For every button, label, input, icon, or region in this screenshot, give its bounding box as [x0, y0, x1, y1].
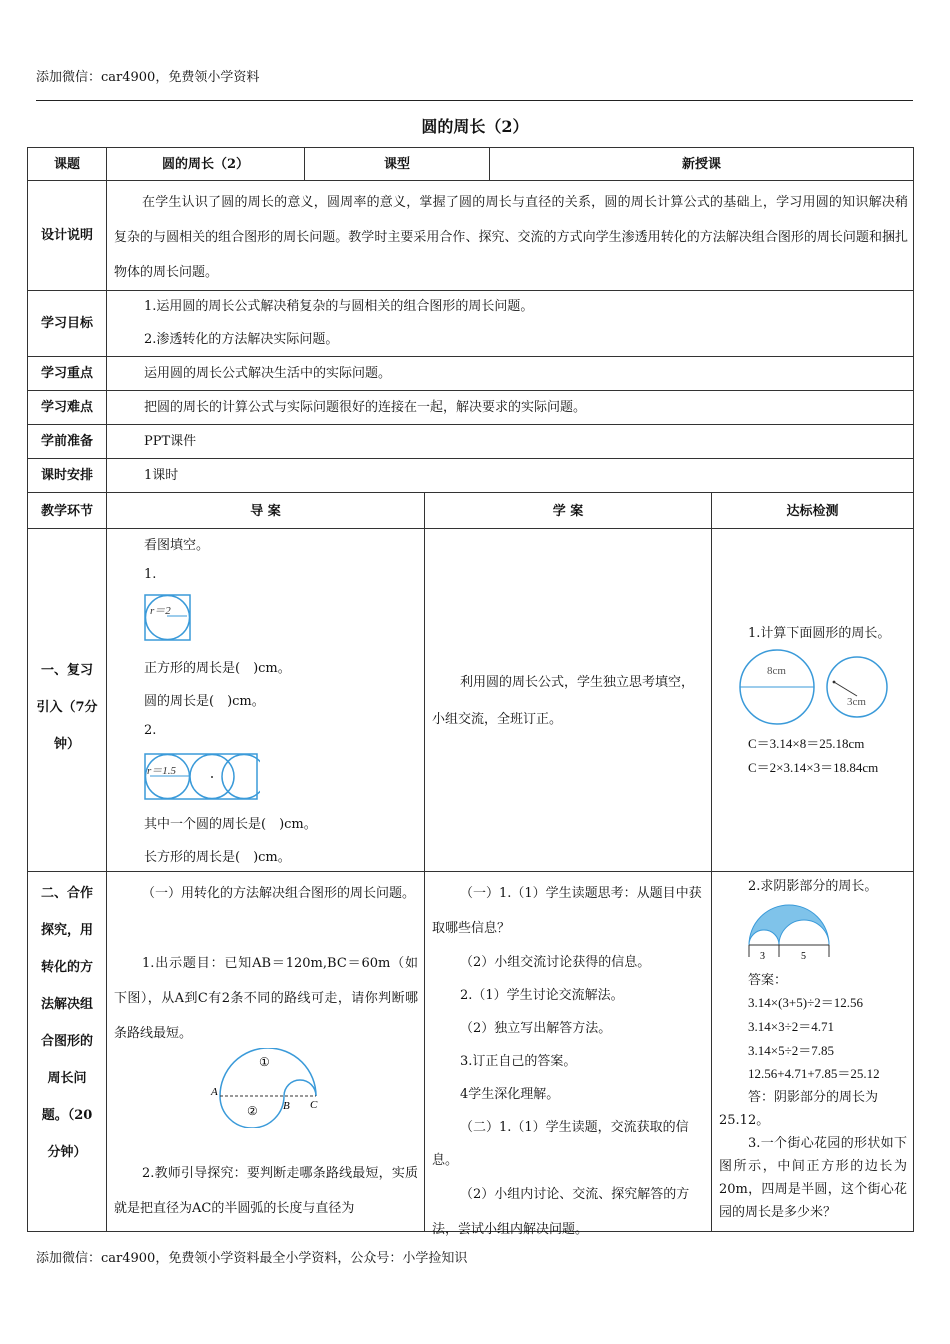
s1-q2a: 其中一个圆的周长是( )cm。 — [144, 817, 317, 832]
time-label: 课时安排 — [40, 468, 93, 483]
design-label: 设计说明 — [40, 228, 93, 243]
route-figure — [200, 1048, 330, 1128]
s2-study-line: （2）小组交流讨论获得的信息。 — [460, 955, 651, 970]
dim-3: 3 — [760, 951, 765, 962]
goal-1: 1.运用圆的周长公式解决稍复杂的与圆相关的组合图形的周长问题。 — [144, 299, 534, 314]
circle-shape — [222, 755, 260, 799]
s1-intro: 看图填空。 — [144, 538, 210, 553]
design-text: 在学生认识了圆的周长的意义，圆周率的意义，掌握了圆的周长与直径的关系，圆的周长计算公式的基础上，学习用圆的知识解决稍复杂的与圆相关的组合图形的周长问题。教学时主要采用合作、探究、交流的方式向学生渗透用转化的方法解决组合图形的周长问题和捆扎物体的周长问题。 — [114, 195, 908, 280]
fig1-label: r＝2 — [150, 605, 171, 617]
center-dot — [211, 776, 213, 778]
s2-stage-line: 转化的方 — [40, 960, 93, 975]
s1-stage — [27, 652, 107, 763]
s2-stage-line: 法解决组 — [40, 997, 93, 1012]
s1-study: 利用圆的周长公式，学生独立思考填空，小组交流，全班订正。 — [432, 675, 695, 727]
prep-cell — [106, 424, 914, 459]
focus-label: 学习重点 — [40, 366, 93, 381]
s2-guide-p2: 1.出示题目：已知AB＝120m,BC＝60m（如下图），从A到C有2条不同的路线可走，请你判断哪条路线最短。 — [114, 956, 418, 1041]
label-route-1: ① — [259, 1055, 270, 1069]
s2-stage-line: 探究，用 — [40, 923, 93, 938]
shaded-semicircles-figure — [744, 895, 834, 963]
s1-check-ans2: C＝2×3.14×3＝18.84cm — [748, 760, 879, 775]
type-value: 新授课 — [681, 157, 721, 172]
s2-study-line: 3.订正自己的答案。 — [460, 1054, 577, 1069]
s1-check-q: 1.计算下面圆形的周长。 — [748, 626, 891, 641]
s2-check-line: 3.14×3÷2＝4.71 — [748, 1019, 834, 1034]
s2-stage — [27, 875, 107, 1171]
col-study: 学 案 — [552, 504, 584, 519]
dim-5: 5 — [801, 951, 806, 962]
col-check: 达标检测 — [786, 504, 839, 519]
focus-text: 运用圆的周长公式解决生活中的实际问题。 — [144, 366, 392, 381]
fig-a-label: 8cm — [767, 665, 786, 677]
prep-label: 学前准备 — [40, 434, 93, 449]
s1-stage-line: 引入（7分 — [36, 700, 98, 715]
page-title: 圆的周长（2） — [421, 117, 529, 136]
s2-check-line: 12.56+4.71+7.85＝25.12 — [748, 1066, 880, 1081]
s2-check-line: 3.14×5÷2＝7.85 — [748, 1043, 834, 1058]
topic-label: 课题 — [53, 157, 80, 172]
s2-guide-p1: （一）用转化的方法解决组合图形的周长问题。 — [142, 886, 416, 901]
s2-check-line: 3.14×(3+5)÷2＝12.56 — [748, 995, 863, 1010]
s2-study-line: 4学生深化理解。 — [460, 1087, 560, 1102]
topic-value: 圆的周长（2） — [161, 157, 250, 172]
difficulty-text: 把圆的周长的计算公式与实际问题很好的连接在一起，解决要求的实际问题。 — [144, 400, 587, 415]
label-route-2: ② — [247, 1104, 258, 1118]
s2-check-q3: 3.一个街心花园的形状如下图所示，中间正方形的边长为20m，四周是半圆，这个街心花园的周长是多少米？ — [719, 1136, 907, 1220]
label-b: B — [283, 1100, 290, 1112]
center-dot — [833, 681, 836, 684]
label-a: A — [211, 1086, 218, 1098]
s2-guide-p3: 2.教师引导探究：要判断走哪条路线最短，实质就是把直径为AC的半圆弧的长度与直径为 — [114, 1166, 418, 1216]
s2-study-line: （二）1.（1）学生读题，交流获取的信息。 — [432, 1120, 689, 1168]
s2-stage-line: 二、合作 — [40, 886, 93, 901]
goal-2: 2.渗透转化的方法解决实际问题。 — [144, 332, 339, 347]
s1-check-ans1: C＝3.14×8＝25.18cm — [748, 736, 865, 751]
s1-stage-line: 一、复习 — [40, 663, 93, 678]
header-rule — [36, 100, 913, 101]
route-arc-2b — [284, 1080, 316, 1096]
s2-study-line: （一）1.（1）学生读题思考：从题目中获取哪些信息？ — [432, 886, 702, 936]
type-label: 课型 — [383, 157, 410, 172]
square-circle-figure — [144, 594, 192, 642]
s2-stage-line: 题。（20 — [41, 1108, 93, 1123]
s2-study — [432, 876, 706, 1247]
circle-3cm-shape — [827, 657, 887, 717]
col-guide: 导 案 — [250, 504, 281, 519]
s2-study-line: （2）小组内讨论、交流、探究解答的方法，尝试小组内解决问题。 — [432, 1187, 690, 1237]
s2-study-line: 2.（1）学生讨论交流解法。 — [460, 988, 624, 1003]
difficulty-label: 学习难点 — [40, 400, 93, 415]
s2-check-final: 答：阴影部分的周长为25.12。 — [719, 1090, 879, 1128]
s1-q2b: 长方形的周长是( )cm。 — [144, 850, 291, 865]
s1-q2: 2. — [144, 723, 157, 738]
s2-stage-line: 周长问 — [47, 1071, 87, 1086]
two-circles-figure — [735, 645, 895, 729]
col-stage: 教学环节 — [40, 504, 93, 519]
fig2-label: r＝1.5 — [147, 765, 177, 777]
prep-text: PPT课件 — [144, 434, 197, 449]
footer-note: 添加微信：car4900，免费领小学资料最全小学资料，公众号：小学捡知识 — [36, 1251, 468, 1266]
s2-stage-line: 合图形的 — [40, 1034, 93, 1049]
s1-q1a: 正方形的周长是( )cm。 — [144, 661, 291, 676]
time-cell — [106, 458, 914, 493]
s2-study-line: （2）独立写出解答方法。 — [460, 1021, 612, 1036]
goal-label: 学习目标 — [40, 316, 93, 331]
inner-circle-shape — [146, 596, 190, 640]
label-c: C — [310, 1099, 318, 1111]
s1-q1: 1. — [144, 567, 157, 582]
radius-line — [834, 682, 857, 696]
s2-stage-line: 分钟） — [47, 1145, 87, 1160]
rectangle-circles-figure — [144, 750, 260, 802]
header-note: 添加微信：car4900，免费领小学资料 — [36, 70, 260, 85]
s1-stage-line: 钟） — [53, 737, 80, 752]
fig-b-label: 3cm — [847, 696, 866, 708]
s1-q1b: 圆的周长是( )cm。 — [144, 694, 265, 709]
time-text: 1课时 — [144, 468, 179, 483]
s2-check-q2: 2.求阴影部分的周长。 — [748, 879, 878, 894]
s2-check-answer-label: 答案： — [748, 973, 788, 988]
